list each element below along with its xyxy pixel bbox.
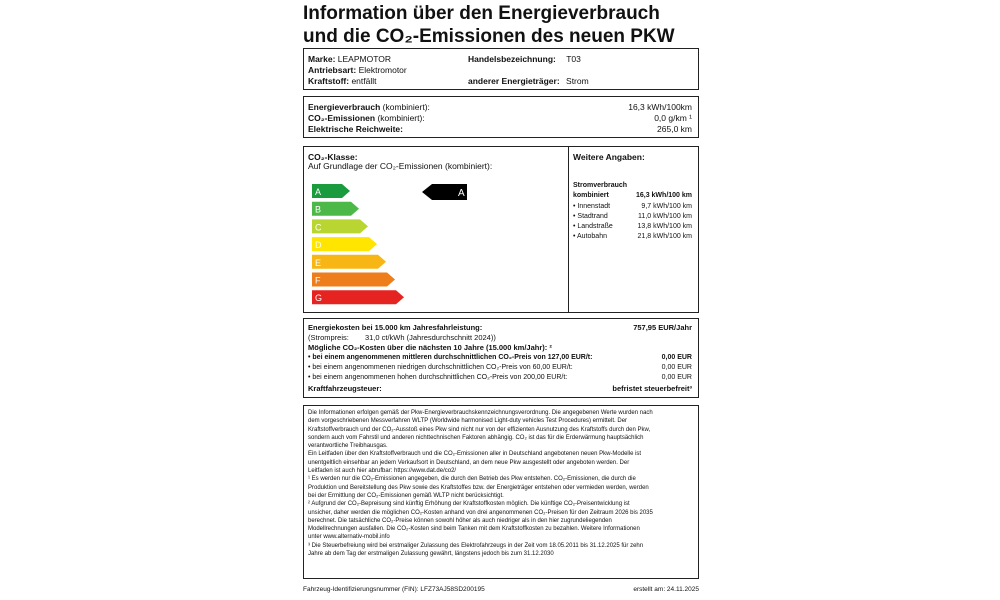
reichweite-label: Elektrische Reichweite: — [308, 124, 403, 134]
sub-consumption-labels — [573, 202, 613, 242]
note-line: Leitfaden ist auch hier abrufbar: https://www.dat.de/co2/ — [308, 468, 457, 475]
cost-line-high: • bei einem angenommenen hohen durchschnittlichen CO₂-Preis von 200,00 EUR/t: — [308, 374, 568, 381]
list-item: 21,8 kWh/100 km — [637, 233, 692, 240]
class-letter-c: C — [315, 222, 322, 233]
handel-row: Handelsbezeichnung: T03 — [468, 54, 581, 64]
note-line: bei der Ermittlung der CO₂-Emissionen gemäß WLTP nicht berücksichtigt. — [308, 492, 504, 499]
co2-class-box — [303, 146, 699, 313]
note-line: Die Informationen erfolgen gemäß der Pkw-Energieverbrauchskennzeichnungsverordnung. Die angegebenen Werte wurden nach — [308, 410, 653, 416]
kraftstoff-value: entfällt — [351, 76, 377, 86]
note-line: Produktion und Bereitstellung des Pkw sowie des Kraftstoffes bzw. der Energieträger entstehen oder vermieden werden, werden — [308, 484, 649, 491]
energiekosten-label: Energiekosten bei 15.000 km Jahresfahrleistung: — [308, 323, 483, 332]
current-class-letter: A — [458, 188, 465, 199]
co2-class-scale — [312, 184, 412, 309]
vertical-divider — [568, 147, 569, 312]
kombiniert-value: 16,3 kWh/100 km — [635, 192, 692, 199]
class-bar-g — [312, 290, 404, 304]
reichweite-value: 265,0 km — [657, 124, 692, 134]
co2-class-heading: CO₂-Klasse: — [308, 152, 358, 162]
note-line: unsicher, daher werden die möglichen CO₂-Kosten anhand von drei angenommenen CO₂-Preisen für den Zeitraum 2026 bis 2035 — [308, 509, 653, 516]
co2-value: 0,0 g/km ¹ — [654, 113, 692, 123]
note-line: verantwortliche Treibhausgas. — [308, 443, 388, 450]
note-line: ¹ Es werden nur die CO₂-Emissionen angegeben, die durch den Betrieb des Pkw entstehen. CO₂-Emissionen, die durch die — [308, 476, 636, 483]
note-line: unter www.alternativ-mobil.info — [308, 534, 390, 541]
co2-class-subheading: Auf Grundlage der CO₂-Emissionen (kombiniert): — [308, 161, 493, 171]
strom-label: Stromverbrauch — [573, 182, 628, 189]
marke-row: Marke: LEAPMOTOR — [308, 54, 391, 64]
verbrauch-label: Energieverbrauch (kombiniert): — [308, 102, 430, 112]
weitere-heading: Weitere Angaben: — [573, 152, 645, 162]
note-line: unentgeltlich einsehbar an jedem Verkaufsort in Deutschland, an dem neue Pkw ausgestellt oder angeboten werden. Der — [308, 459, 630, 466]
class-letter-a: A — [315, 187, 322, 197]
note-line: ² Aufgrund der CO₂-Bepreisung sind künftig Erhöhung der Kraftstoffkosten möglich. Die künftige CO₂-Preisentwicklung ist — [308, 501, 630, 508]
list-item: 11,0 kWh/100 km — [638, 213, 692, 220]
note-line: sondern auch vom Fahrstil und anderen nichttechnischen Faktoren abhängig. CO₂ ist das für die Erderwärmung hauptsächlich — [308, 434, 644, 441]
cost-line-mid: • bei einem angenommenen mittleren durchschnittlichen CO₂-Preis von 127,00 EUR/t: — [308, 354, 593, 361]
class-bar-d — [312, 237, 377, 251]
title-line-2: und die CO₂-Emissionen des neuen PKW — [303, 26, 675, 47]
class-bar-e — [312, 255, 386, 269]
energietraeger-value: Strom — [566, 76, 589, 86]
list-item: • Stadtrand — [573, 213, 608, 220]
sub-consumption-values — [638, 202, 692, 242]
steuer-label: Kraftfahrzeugsteuer: — [308, 384, 382, 393]
list-item: • Landstraße — [573, 223, 613, 230]
list-item: 13,8 kWh/100 km — [637, 223, 692, 230]
steuer-value: befristet steuerbefreit³ — [612, 384, 692, 393]
current-class-arrow — [422, 184, 467, 200]
created-date: erstellt am: 24.11.2025 — [633, 586, 699, 593]
cost-line-mid-value: 0,00 EUR — [661, 354, 692, 361]
class-letter-b: B — [315, 204, 322, 215]
page-title — [303, 2, 723, 48]
cost-line-low-value: 0,00 EUR — [661, 364, 692, 371]
consumption-box — [303, 96, 699, 138]
class-letter-d: D — [315, 240, 322, 251]
note-line: Jahre ab dem Tag der erstmaligen Zulassung gewährt, längstens jedoch bis zum 31.12.2030 — [308, 551, 554, 558]
energiekosten-value: 757,95 EUR/Jahr — [633, 323, 692, 332]
list-item: • Autobahn — [573, 233, 607, 240]
co2-label: CO₂-Emissionen (kombiniert): — [308, 113, 425, 123]
list-item: • Innenstadt — [573, 203, 611, 210]
verbrauch-value: 16,3 kWh/100km — [628, 102, 692, 112]
fin-label: Fahrzeug-Identifizierungsnummer (FIN): LFZ73AJ58SD200195 — [303, 586, 485, 593]
cost-line-high-value: 0,00 EUR — [661, 374, 692, 381]
costs-box — [303, 318, 699, 398]
class-letter-g: G — [315, 293, 323, 304]
energietraeger-row: anderer Energieträger: Strom — [468, 76, 589, 86]
note-line: ³ Die Steuerbefreiung wird bei erstmaliger Zulassung des Elektrofahrzeugs in der Zeit vom 18.05.2011 bis 31.12.2025 für zehn — [308, 542, 644, 549]
vehicle-info-box — [303, 48, 699, 90]
strompreis-row: (Strompreis: 31,0 ct/kWh (Jahresdurchschnitt 2024)) — [308, 333, 496, 342]
class-letter-f: F — [315, 275, 321, 286]
kombiniert-label: kombiniert — [573, 192, 609, 199]
notes-text — [308, 409, 694, 558]
class-letter-e: E — [315, 257, 322, 268]
list-item: 9,7 kWh/100 km — [641, 203, 692, 210]
note-line: dem vorgeschriebenen Messverfahren WLTP (Worldwide harmonised Light-duty vehicles Test Procedures) ermittelt. Der — [308, 418, 628, 425]
note-line: Kraftstoffverbrauch und der CO₂-Ausstoß eines Pkw sind nicht nur von der effizienten Ausnutzung des Kraftstoffs durch den Pkw, — [308, 426, 651, 433]
handel-value: T03 — [566, 54, 581, 64]
antrieb-row: Antriebsart: Elektromotor — [308, 65, 407, 75]
co2kosten-label: Mögliche CO₂-Kosten über die nächsten 10 Jahre (15.000 km/Jahr): ² — [308, 343, 552, 352]
cost-line-low: • bei einem angenommenen niedrigen durchschnittlichen CO₂-Preis von 60,00 EUR/t: — [308, 364, 573, 371]
title-line-1: Information über den Energieverbrauch — [303, 3, 660, 24]
marke-value: LEAPMOTOR — [337, 54, 391, 64]
notes-box — [303, 405, 699, 579]
class-bar-f — [312, 273, 395, 287]
note-line: Ein Leitfaden über den Kraftstoffverbrauch und die CO₂-Emissionen aller in Deutschland angebotenen neuen Pkw-Modelle ist — [308, 451, 642, 458]
note-line: berechnet. Die tatsächliche CO₂-Preise können sowohl höher als auch niedriger als in den hier zugrundeliegenden — [308, 517, 612, 524]
note-line: Modellrechnungen ausfallen. Die CO₂-Kosten sind beim Tanken mit dem Kraftstoffkosten zu bezahlen. Weitere Informationen — [308, 526, 640, 533]
kraftstoff-row: Kraftstoff: entfällt — [308, 76, 377, 86]
antrieb-value: Elektromotor — [358, 65, 407, 75]
